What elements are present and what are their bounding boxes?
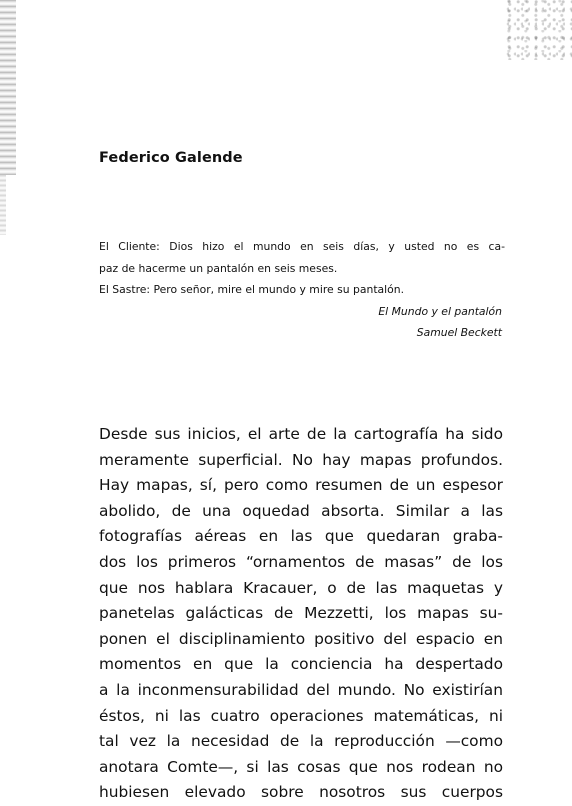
body-line: hubiesen elevado sobre nosotros sus cuerpos xyxy=(99,783,503,802)
body-line: meramente superficial. No hay mapas profundos. xyxy=(99,450,503,469)
epigraph-line: El Sastre: Pero señor, mire el mundo y mire su pantalón. xyxy=(99,283,405,296)
epigraph-line: paz de hacerme un pantalón en seis meses. xyxy=(99,261,338,275)
body-line: tal vez la necesidad de la reproducción —como xyxy=(99,732,503,751)
body-line: panetelas galácticas de Mezzetti, los mapas su- xyxy=(99,604,503,623)
body-line: abolido, de una oquedad absorta. Similar a las xyxy=(99,501,503,520)
epigraph-source-author: Samuel Beckett xyxy=(416,326,502,339)
scan-edge-shadow-lower xyxy=(0,175,6,235)
body-line: Desde sus inicios, el arte de la cartografía ha sido xyxy=(99,425,503,443)
body-line: momentos en que la conciencia ha despertado xyxy=(99,655,503,674)
body-line: dos los primeros “ornamentos de masas” de los xyxy=(99,552,503,571)
body-line: anotara Comte—, si las cosas que nos rodean no xyxy=(99,757,503,776)
body-line: Hay mapas, sí, pero como resumen de un espesor xyxy=(99,476,503,495)
epigraph-line: El Cliente: Dios hizo el mundo en seis días, y usted no es ca- xyxy=(99,240,505,253)
epigraph xyxy=(99,236,505,344)
body-line: a la inconmensurabilidad del mundo. No existirían xyxy=(99,680,503,699)
body-line: fotografías aéreas en las que quedaran graba- xyxy=(99,527,503,546)
author-name: Federico Galende xyxy=(99,150,243,166)
body-line: ponen el disciplinamiento positivo del espacio en xyxy=(99,629,503,648)
scan-speckle xyxy=(502,0,572,60)
body-line: éstos, ni las cuatro operaciones matemáticas, ni xyxy=(99,706,503,725)
scan-edge-shadow xyxy=(0,0,16,175)
epigraph-work-title: El Mundo y el pantalón xyxy=(378,304,502,318)
body-line: que nos hablara Kracauer, o de las maquetas y xyxy=(99,578,503,597)
body-paragraph xyxy=(99,422,503,806)
